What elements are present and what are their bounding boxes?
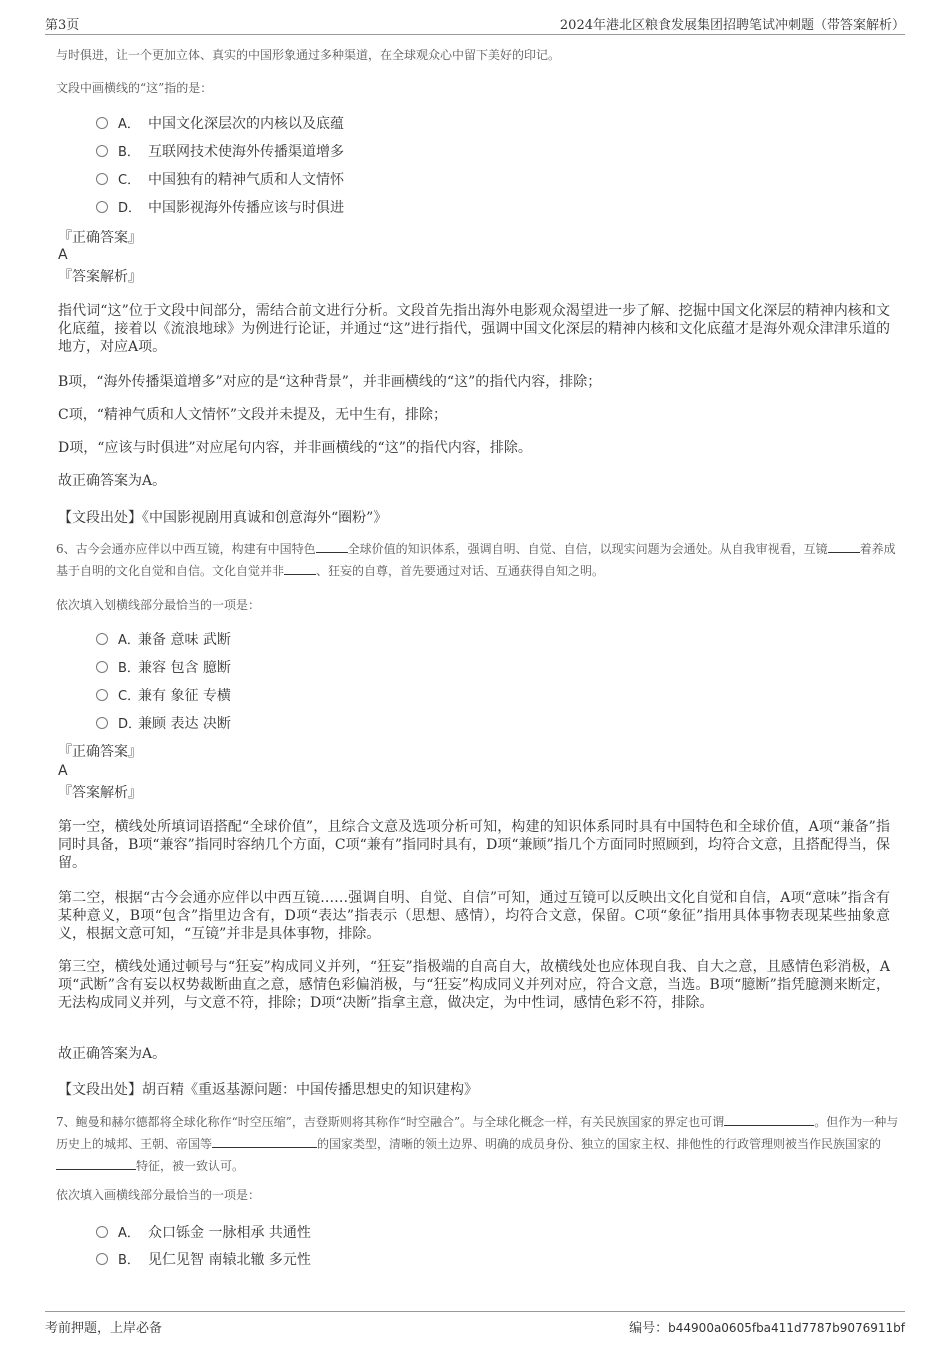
- q7-option-a[interactable]: A． 众口铄金 一脉相承 共通性: [96, 1223, 311, 1243]
- q6-analysis-label: 『答案解析』: [58, 785, 142, 801]
- q6-option-d[interactable]: D．兼顾 表达 决断: [96, 714, 231, 734]
- q6-answer: A: [58, 763, 68, 779]
- q5-analysis-4: D项，“应该与时俱进”对应尾句内容，并非画横线的“这”的指代内容，排除。: [58, 440, 532, 456]
- q5-option-c[interactable]: C． 中国独有的精神气质和人文情怀: [96, 170, 344, 190]
- q6-answer-label: 『正确答案』: [58, 744, 142, 760]
- radio-icon[interactable]: [96, 689, 108, 701]
- q5-analysis-2: B项，“海外传播渠道增多”对应的是“这种背景”，并非画横线的“这”的指代内容，排除；: [58, 374, 602, 390]
- q5-analysis-1: 指代词“这”位于文段中间部分，需结合前文进行分析。文段首先指出海外电影观众渴望进一步了解、挖掘中国文化深层的精神内核和文化底蕴，接着以《流浪地球》为例进行论证，并通过“这”进行指代，强调中国文化深层的精神内核和文化底蕴才是海外观众津津乐道的地方，对应A项。: [58, 303, 890, 355]
- radio-icon[interactable]: [96, 717, 108, 729]
- page-footer: [45, 1311, 905, 1338]
- q6-analysis-4: 故正确答案为A。: [58, 1046, 167, 1062]
- footer-slogan: 考前押题，上岸必备: [45, 1321, 163, 1336]
- radio-icon[interactable]: [96, 633, 108, 645]
- q6-analysis-2: 第二空，根据“古今会通亦应伴以中西互镜……强调自明、自觉、自信”可知，通过互镜可以反映出文化自觉和自信，A项“意味”指含有某种意义，B项“包含”指里边含有，D项“表达”指表示（思想、感情），均符合文意，保留。C项“象征”指用具体事物表现某些抽象意义，根据文意可知，“互镜”并非是具体事物，排除。: [58, 890, 890, 942]
- q5-prompt: 文段中画横线的“这”指的是：: [56, 81, 213, 95]
- q6-stem: 6、古今会通亦应伴以中西互镜，构建有中国特色 全球价值的知识体系，强调自明、自觉、自信，以现实问题为会通处。从自我审视看，互镜 着养成基于自明的文化自觉和自信。文化自觉并非 、狂妄的自尊，首先要通过对话、互通获得自知之明。: [56, 542, 896, 578]
- page-number: 第3页: [45, 18, 80, 33]
- radio-icon[interactable]: [96, 661, 108, 673]
- page-header: [45, 10, 905, 35]
- q7-option-b[interactable]: B． 见仁见智 南辕北辙 多元性: [96, 1250, 311, 1270]
- radio-icon[interactable]: [96, 117, 108, 129]
- q6-option-c[interactable]: C．兼有 象征 专横: [96, 686, 231, 706]
- radio-icon[interactable]: [96, 1253, 108, 1265]
- q5-source: 【文段出处】《中国影视剧用真诚和创意海外“圈粉”》: [58, 510, 388, 526]
- q5-answer: A: [58, 247, 68, 263]
- q5-answer-label: 『正确答案』: [58, 230, 142, 246]
- q6-option-a[interactable]: A．兼备 意味 武断: [96, 630, 231, 650]
- blank-line: [212, 1135, 317, 1148]
- document-title: 2024年港北区粮食发展集团招聘笔试冲刺题（带答案解析）: [559, 18, 905, 33]
- blank-line: [284, 562, 316, 575]
- q6-option-b[interactable]: B．兼容 包含 臆断: [96, 658, 231, 678]
- radio-icon[interactable]: [96, 201, 108, 213]
- blank-line: [56, 1157, 136, 1170]
- q5-analysis-3: C项，“精神气质和人文情怀”文段并未提及，无中生有，排除；: [58, 407, 448, 423]
- q5-option-a[interactable]: A． 中国文化深层次的内核以及底蕴: [96, 114, 344, 134]
- blank-line: [316, 540, 348, 553]
- q5-passage-tail: 与时俱进，让一个更加立体、真实的中国形象通过多种渠道，在全球观众心中留下美好的印记。: [56, 48, 561, 62]
- q6-analysis-1: 第一空，横线处所填词语搭配“全球价值”，且综合文意及选项分析可知，构建的知识体系同时具有中国特色和全球价值，A项“兼备”指同时具备，B项“兼容”指同时容纳几个方面，C项“兼有”指同时具有，D项“兼顾”指几个方面同时照顾到，均符合文意，且搭配得当，保留。: [58, 819, 890, 871]
- radio-icon[interactable]: [96, 145, 108, 157]
- radio-icon[interactable]: [96, 173, 108, 185]
- q5-option-d[interactable]: D． 中国影视海外传播应该与时俱进: [96, 198, 344, 218]
- q5-analysis-5: 故正确答案为A。: [58, 473, 167, 489]
- document-code: 编号：b44900a0605fba411d7787b9076911bf: [629, 1321, 905, 1336]
- q7-stem: 7、鲍曼和赫尔德都将全球化称作“时空压缩”，吉登斯则将其称作“时空融合”。与全球化概念一样，有关民族国家的界定也可谓 。但作为一种与历史上的城邦、王朝、帝国等 的国家类型，清晰的领土边界、明确的成员身份、独立的国家主权、排他性的行政管理则被当作民族国家的特征，被一致认可。: [56, 1115, 899, 1173]
- q6-analysis-3: 第三空，横线处通过顿号与“狂妄”构成同义并列，“狂妄”指极端的自高自大，故横线处也应体现自我、自大之意，且感情色彩消极，A项“武断”含有妄以权势裁断曲直之意，感情色彩偏消极，与“狂妄”构成同义并列对应，符合文意，当选。B项“臆断”指凭臆测来断定，无法构成同义并列，与文意不符，排除；D项“决断”指拿主意，做决定，为中性词，感情色彩不符，排除。: [58, 959, 890, 1011]
- q6-prompt: 依次填入划横线部分最恰当的一项是：: [56, 598, 261, 612]
- q7-prompt: 依次填入画横线部分最恰当的一项是：: [56, 1188, 261, 1202]
- q5-analysis-label: 『答案解析』: [58, 269, 142, 285]
- blank-line: [724, 1113, 814, 1126]
- blank-line: [828, 540, 860, 553]
- q5-option-b[interactable]: B． 互联网技术使海外传播渠道增多: [96, 142, 344, 162]
- radio-icon[interactable]: [96, 1226, 108, 1238]
- q6-source: 【文段出处】胡百精《重返基源问题：中国传播思想史的知识建构》: [58, 1082, 478, 1098]
